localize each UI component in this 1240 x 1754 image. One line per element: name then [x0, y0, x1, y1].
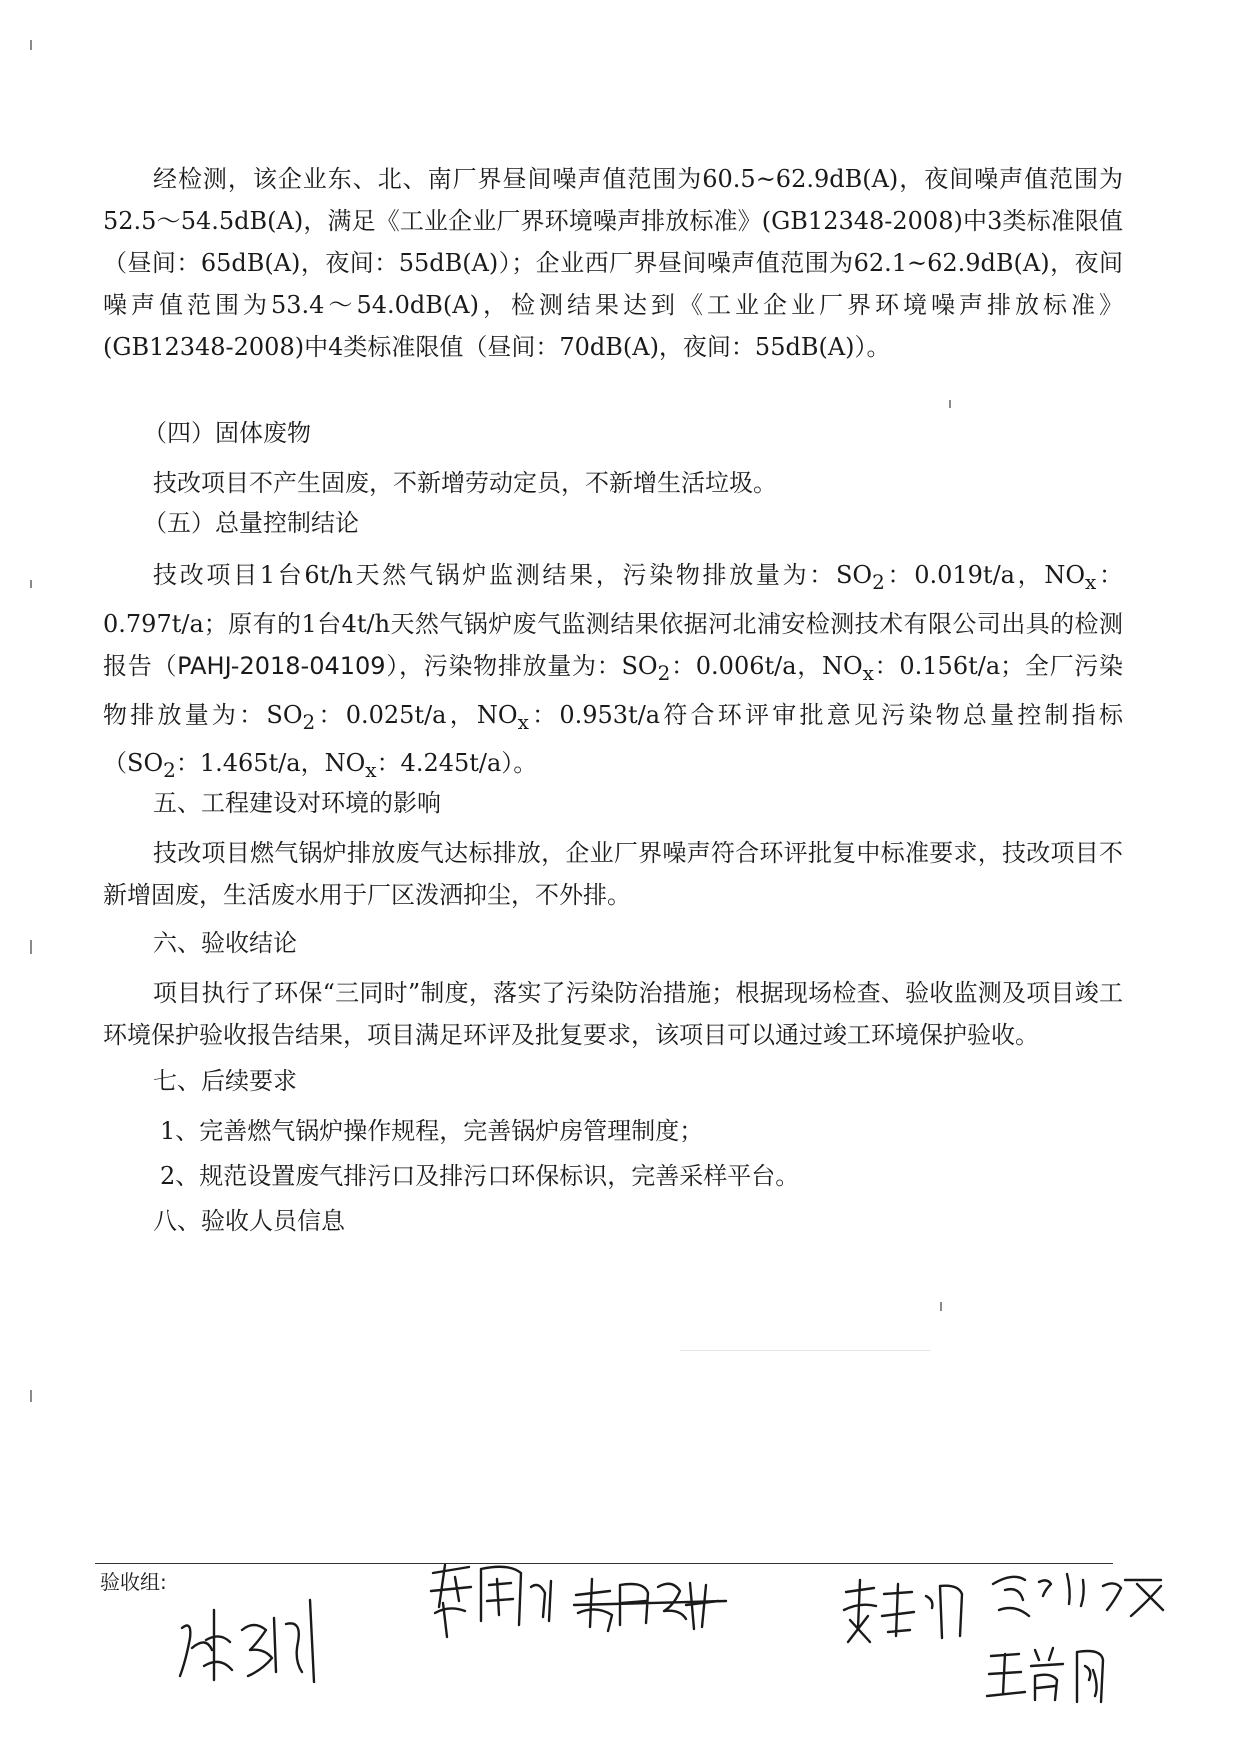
nox-subscript: x — [517, 709, 529, 734]
text-segment: ：0.025t/a，NO — [315, 700, 518, 729]
handwritten-signature-3 — [570, 1565, 730, 1645]
total-control-paragraph — [103, 554, 1123, 791]
total-control-heading: （五）总量控制结论 — [143, 509, 359, 537]
scan-mark — [30, 940, 32, 954]
text-segment: ：1.465t/a，NO — [175, 749, 366, 778]
scan-mark — [940, 1302, 942, 1311]
text-segment: ：0.156t/a；全厂污染物排放量为：SO — [103, 651, 1124, 729]
section6-text: 项目执行了环保“三同时”制度，落实了污染防治措施；根据现场检查、验收监测及项目竣工环境保护验收报告结果，项目满足环评及批复要求，该项目可以通过竣工环境保护验收。 — [103, 979, 1123, 1049]
solid-waste-heading: （四）固体废物 — [143, 419, 311, 447]
nox-subscript: x — [365, 758, 377, 783]
divider — [680, 1350, 930, 1351]
requirement-1: 1、完善燃气锅炉操作规程，完善锅炉房管理制度； — [160, 1117, 704, 1145]
so2-subscript: 2 — [657, 660, 671, 685]
text-segment: ：0.953t/a符合环评审批意见污染物总量控制指标（SO — [103, 700, 1124, 778]
signature-group-label: 验收组: — [100, 1570, 167, 1594]
section6-heading: 六、验收结论 — [153, 929, 297, 957]
report-number: PAHJ-2018-04109 — [177, 651, 386, 680]
text-segment: 技改项目1台6t/h天然气锅炉监测结果，污染物排放量为：SO — [153, 561, 873, 589]
section7-heading: 七、后续要求 — [153, 1067, 297, 1095]
scan-mark — [949, 400, 951, 408]
so2-subscript: 2 — [872, 569, 885, 594]
text-segment: ：4.245t/a）。 — [376, 749, 538, 778]
handwritten-signature-6 — [985, 1640, 1115, 1710]
handwritten-signature-4 — [840, 1572, 970, 1652]
so2-subscript: 2 — [302, 709, 316, 734]
text-segment: ：0.006t/a，NO — [670, 651, 863, 680]
signature-rule — [95, 1563, 1113, 1564]
section5-text: 技改项目燃气锅炉排放废气达标排放，企业厂界噪声符合环评批复中标准要求，技改项目不新增固废，生活废水用于厂区泼洒抑尘，不外排。 — [103, 839, 1123, 909]
handwritten-signature-1 — [170, 1590, 350, 1690]
solid-waste-text: 技改项目不产生固废，不新增劳动定员，不新增生活垃圾。 — [153, 469, 777, 497]
handwritten-signature-2 — [425, 1555, 565, 1645]
handwritten-signature-5 — [985, 1560, 1175, 1630]
so2-subscript: 2 — [163, 758, 176, 783]
requirement-2: 2、规范设置废气排污口及排污口环保标识，完善采样平台。 — [160, 1162, 800, 1190]
scan-mark — [30, 1390, 32, 1402]
text-segment: ：0.019t/a，NO — [884, 561, 1086, 589]
scan-mark — [30, 580, 32, 588]
section8-heading: 八、验收人员信息 — [153, 1207, 345, 1235]
section5-heading: 五、工程建设对环境的影响 — [153, 789, 441, 817]
noise-paragraph: 经检测，该企业东、北、南厂界昼间噪声值范围为60.5~62.9dB(A)，夜间噪声值范围为52.5～54.5dB(A)，满足《工业企业厂界环境噪声排放标准》(GB12348-2008)中3类标准限值（昼间：65dB(A)，夜间：55dB(A)）；企业西厂界昼间噪声值范围为62.1~62.9dB(A)，夜间噪声值范围为53.4～54.0dB(A)，检测结果达到《工业企业厂界环境噪声排放标准》(GB12348-2008)中4类标准限值（昼间：70dB(A)，夜间：55dB(A)）。 — [103, 165, 1123, 361]
text-segment: ：0.797t/a；原有的1台4t/h天然气锅炉废气监测结果依据河北浦安检测技术有限公司出具的检测报告（ — [103, 561, 1124, 680]
scan-mark — [30, 40, 32, 50]
text-segment: ），污染物排放量为：SO — [385, 651, 658, 680]
nox-subscript: x — [1085, 569, 1097, 594]
nox-subscript: x — [862, 660, 874, 685]
